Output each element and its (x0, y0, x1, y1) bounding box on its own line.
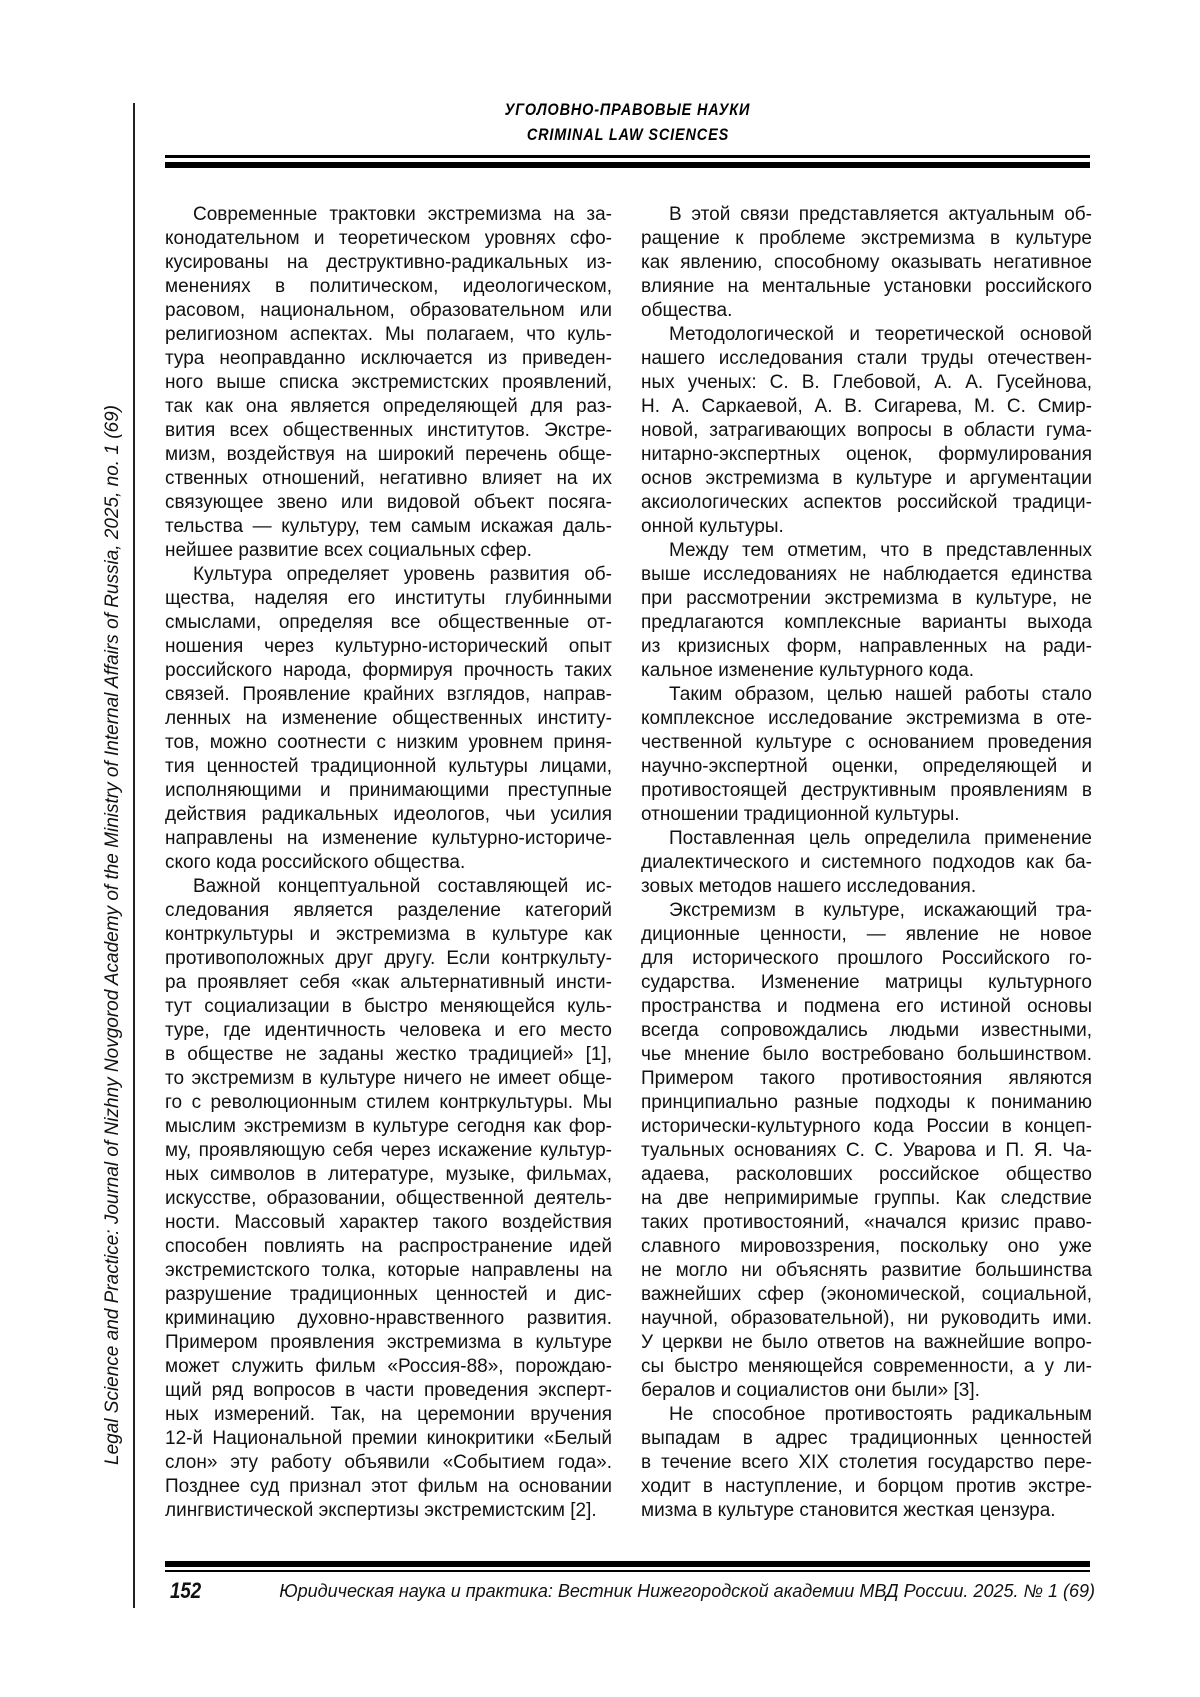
paragraph-first-line: Между тем отметим, что в представленных (641, 539, 1092, 563)
text-line: влияние на ментальные установки российского (641, 275, 1092, 299)
text-line: диалектического и системного подходов как ба- (641, 851, 1092, 875)
text-line: может служить фильм «Россия-88», порождаю- (165, 1355, 612, 1379)
margin-rule (133, 103, 135, 1608)
text-line: в течение всего XIX столетия государство пере- (641, 1451, 1092, 1475)
text-line: вития всех общественных институтов. Экстре- (165, 419, 612, 443)
text-line: ных символов в литературе, музыке, фильмах, (165, 1163, 612, 1187)
text-line: диционные ценности, — явление не новое (641, 923, 1092, 947)
text-line: действия радикальных идеологов, чьи усилия (165, 803, 612, 827)
header-rule-thick (165, 162, 1090, 168)
text-line: кальное изменение культурного кода. (641, 659, 1092, 683)
text-line: тельства — культуру, тем самым искажая даль- (165, 515, 612, 539)
text-line: не могло ни объяснять развитие большинства (641, 1259, 1092, 1283)
text-line: щества, наделяя его институты глубинными (165, 587, 612, 611)
text-line: выше исследованиях не наблюдается единства (641, 563, 1092, 587)
paragraph-first-line: Экстремизм в культуре, искажающий тра- (641, 899, 1092, 923)
text-line: всегда сопровождались людьми известными, (641, 1019, 1092, 1043)
section-title-ru-text: УГОЛОВНО-ПРАВОВЫЕ НАУКИ (505, 100, 751, 120)
text-line: У церкви не было ответов на важнейшие вопро- (641, 1331, 1092, 1355)
text-line: нитарно-экспертных оценок, формулирования (641, 443, 1092, 467)
text-line: адаева, расколовших российское общество (641, 1163, 1092, 1187)
paragraph-first-line: Поставленная цель определила применение (641, 827, 1092, 851)
text-line: Примером проявления экстремизма в культуре (165, 1331, 612, 1355)
paragraph-first-line: Современные трактовки экстремизма на за- (165, 203, 612, 227)
text-line: исторически-культурного кода России в концеп- (641, 1115, 1092, 1139)
section-title-ru (165, 100, 1090, 120)
text-line: выпадам в адрес традиционных ценностей (641, 1427, 1092, 1451)
text-line: му, проявляющую себя через искажение культур- (165, 1139, 612, 1163)
text-line: религиозном аспектах. Мы полагаем, что куль- (165, 323, 612, 347)
text-line: российского народа, формируя прочность таких (165, 659, 612, 683)
footer-rule-thin (165, 1570, 1090, 1572)
text-line: исполняющими и принимающими преступные (165, 779, 612, 803)
text-line: способен повлиять на распространение идей (165, 1235, 612, 1259)
text-line: тут социализации в быстро меняющейся куль- (165, 995, 612, 1019)
text-line: ности. Массовый характер такого воздействия (165, 1211, 612, 1235)
right-text-column (641, 203, 1092, 1523)
text-line: конодательном и теоретическом уровнях сфо- (165, 227, 612, 251)
text-line: противостоящей деструктивным проявлениям в (641, 779, 1092, 803)
text-line: отношении традиционной культуры. (641, 803, 1092, 827)
page-number-text: 152 (170, 1578, 201, 1604)
text-line: расовом, национальном, образовательном или (165, 299, 612, 323)
text-line: туре, где идентичность человека и его место (165, 1019, 612, 1043)
text-line: ра проявляет себя «как альтернативный инсти- (165, 971, 612, 995)
text-line: на две непримиримые группы. Как следствие (641, 1187, 1092, 1211)
text-line: основ экстремизма в культуре и аргументации (641, 467, 1092, 491)
footer-rule-thick (165, 1561, 1090, 1567)
text-line: для исторического прошлого Российского го- (641, 947, 1092, 971)
text-line: слон» эту работу объявили «Событием года». (165, 1451, 612, 1475)
text-line: связей. Проявление крайних взглядов, направ- (165, 683, 612, 707)
text-line: щий ряд вопросов в части проведения эксперт- (165, 1379, 612, 1403)
text-line: ленных на изменение общественных институ- (165, 707, 612, 731)
text-line: тов, можно соотнести с низким уровнем приня- (165, 731, 612, 755)
text-line: зовых методов нашего исследования. (641, 875, 1092, 899)
text-line: противоположных друг другу. Если контркульту- (165, 947, 612, 971)
text-line: принципиально разные подходы к пониманию (641, 1091, 1092, 1115)
text-line: криминацию духовно-нравственного развития. (165, 1307, 612, 1331)
text-line: чье мнение было востребовано большинством. (641, 1043, 1092, 1067)
text-line: так как она является определяющей для раз- (165, 395, 612, 419)
section-title-en-text: CRIMINAL LAW SCIENCES (526, 125, 728, 145)
text-line: разрушение традиционных ценностей и дис- (165, 1283, 612, 1307)
text-line: мизма в культуре становится жесткая цензура. (641, 1499, 1092, 1523)
text-line: ращение к проблеме экстремизма в культуре (641, 227, 1092, 251)
text-line: из кризисных форм, направленных на ради- (641, 635, 1092, 659)
text-line: бералов и социалистов они были» [3]. (641, 1379, 1092, 1403)
text-line: 12-й Национальной премии кинокритики «Белый (165, 1427, 612, 1451)
text-line: как явлению, способному оказывать негативное (641, 251, 1092, 275)
text-line: пространства и подмена его истиной основы (641, 995, 1092, 1019)
text-line: направлены на изменение культурно-историче- (165, 827, 612, 851)
section-title-en (165, 125, 1090, 145)
text-line: ношения через культурно-исторический опыт (165, 635, 612, 659)
text-line: чественной культуре с основанием проведения (641, 731, 1092, 755)
left-text-column (165, 203, 612, 1523)
text-line: сударства. Изменение матрицы культурного (641, 971, 1092, 995)
text-line: Позднее суд признал этот фильм на основании (165, 1475, 612, 1499)
text-line: таких противостояний, «начался кризис право- (641, 1211, 1092, 1235)
text-line: в обществе не заданы жестко традицией» [1], (165, 1043, 612, 1067)
text-line: аксиологических аспектов российской традици- (641, 491, 1092, 515)
text-line: экстремистского толка, которые направлены на (165, 1259, 612, 1283)
text-line: искусстве, образовании, общественной деятель- (165, 1187, 612, 1211)
side-journal-caption: Legal Science and Practice: Journal of Nizhny Novgorod Academy of the Ministry of Internal Affairs of Russia, 2025, no. 1 (69) (102, 345, 124, 1525)
text-line: ного выше списка экстремистских проявлений, (165, 371, 612, 395)
text-line: Примером такого противостояния являются (641, 1067, 1092, 1091)
text-line: ственных отношений, негативно влияет на их (165, 467, 612, 491)
text-line: то экстремизм в культуре ничего не имеет обще- (165, 1067, 612, 1091)
paragraph-first-line: Не способное противостоять радикальным (641, 1403, 1092, 1427)
paragraph-first-line: Важной концептуальной составляющей ис- (165, 875, 612, 899)
text-line: лингвистической экспертизы экстремистским [2]. (165, 1499, 612, 1523)
text-line: важнейших сфер (экономической, социальной, (641, 1283, 1092, 1307)
text-line: мыслим экстремизм в культуре сегодня как фор- (165, 1115, 612, 1139)
text-line: тия ценностей традиционной культуры лицами, (165, 755, 612, 779)
paragraph-first-line: В этой связи представляется актуальным об- (641, 203, 1092, 227)
text-line: предлагаются комплексные варианты выхода (641, 611, 1092, 635)
text-line: туальных основаниях С. С. Уварова и П. Я. Ча- (641, 1139, 1092, 1163)
text-line: ных ученых: С. В. Глебовой, А. А. Гусейнова, (641, 371, 1092, 395)
text-line: нашего исследования стали труды отечествен- (641, 347, 1092, 371)
text-line: мизм, воздействуя на широкий перечень обще- (165, 443, 612, 467)
text-line: го с революционным стилем контркультуры. Мы (165, 1091, 612, 1115)
text-line: общества. (641, 299, 1092, 323)
text-line: тура неоправданно исключается из приведен- (165, 347, 612, 371)
text-line: Н. А. Саркаевой, А. В. Сигарева, М. С. Смир- (641, 395, 1092, 419)
paragraph-first-line: Методологической и теоретической основой (641, 323, 1092, 347)
text-line: ных измерений. Так, на церемонии вручения (165, 1403, 612, 1427)
text-line: ского кода российского общества. (165, 851, 612, 875)
text-line: научно-экспертной оценки, определяющей и (641, 755, 1092, 779)
text-line: связующее звено или видовой объект посяга- (165, 491, 612, 515)
footer-journal-title: Юридическая наука и практика: Вестник Нижегородской академии МВД России. 2025. № 1 (69) (279, 1578, 1095, 1604)
paragraph-first-line: Культура определяет уровень развития об- (165, 563, 612, 587)
paragraph-first-line: Таким образом, целью нашей работы стало (641, 683, 1092, 707)
text-line: комплексное исследование экстремизма в оте- (641, 707, 1092, 731)
text-line: смыслами, определяя все общественные от- (165, 611, 612, 635)
page-number (170, 1578, 207, 1604)
text-line: при рассмотрении экстремизма в культуре, не (641, 587, 1092, 611)
text-line: контркультуры и экстремизма в культуре как (165, 923, 612, 947)
text-line: славного мировоззрения, поскольку оно уже (641, 1235, 1092, 1259)
text-line: ходит в наступление, и борцом против экстре- (641, 1475, 1092, 1499)
text-line: сы быстро меняющейся современности, а у ли- (641, 1355, 1092, 1379)
text-line: научной, образовательной), ни руководить ими. (641, 1307, 1092, 1331)
text-line: онной культуры. (641, 515, 1092, 539)
header-rule-thin (165, 155, 1090, 158)
text-line: нейшее развитие всех социальных сфер. (165, 539, 612, 563)
text-line: новой, затрагивающих вопросы в области гума- (641, 419, 1092, 443)
text-line: следования является разделение категорий (165, 899, 612, 923)
text-line: кусированы на деструктивно-радикальных из- (165, 251, 612, 275)
text-line: менениях в политическом, идеологическом, (165, 275, 612, 299)
